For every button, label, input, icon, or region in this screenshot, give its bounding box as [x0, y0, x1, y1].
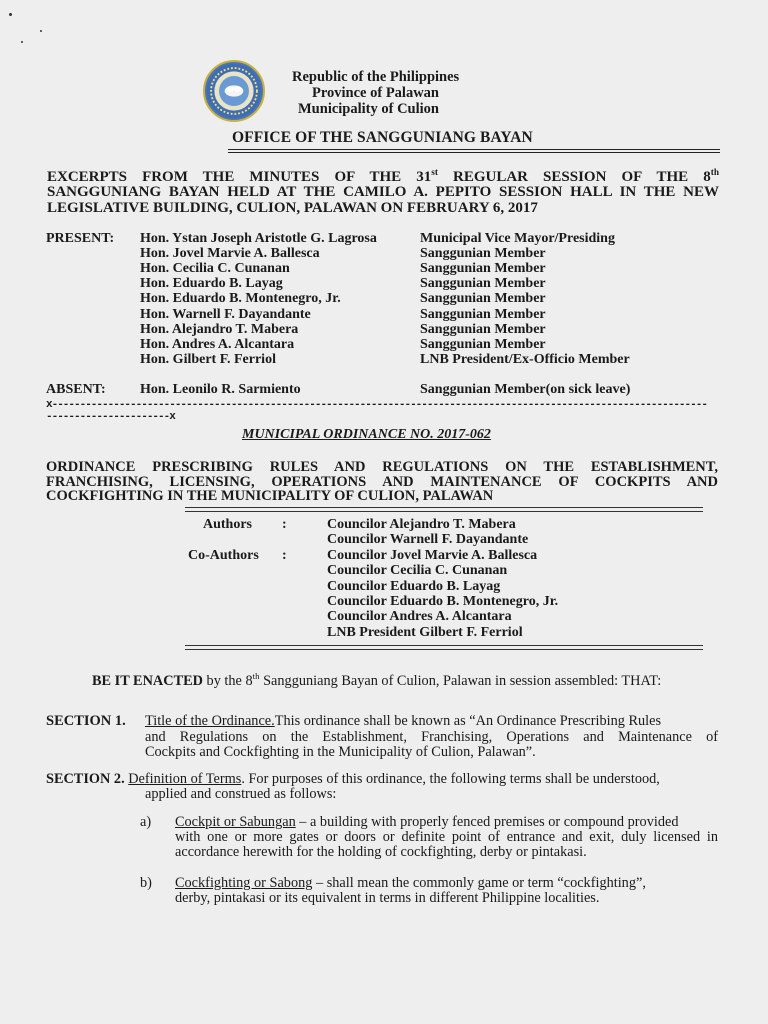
item-b-marker: b): [140, 875, 152, 891]
office-underline: [228, 149, 720, 150]
present-member-name: Hon. Ystan Joseph Aristotle G. Lagrosa: [140, 231, 377, 246]
section-2-text-1: . For purposes of this ordinance, the following terms shall be understood,: [241, 771, 660, 787]
item-b-line-2: derby, pintakasi or its equivalent in terms in different Philippine localities.: [175, 890, 600, 906]
ordinance-number: MUNICIPAL ORDINANCE NO. 2017-062: [242, 427, 491, 442]
scan-speck: [21, 41, 23, 43]
present-member-role: Sanggunian Member: [420, 291, 546, 307]
ordinance-title-2: FRANCHISING, LICENSING, OPERATIONS AND MAINTENANCE OF COCKPITS AND: [46, 474, 718, 490]
municipal-seal-logo: [203, 60, 265, 122]
section-2-title: Definition of Terms: [128, 771, 242, 787]
present-member-name: Hon. Eduardo B. Montenegro, Jr.: [140, 291, 341, 307]
present-member-name: Hon. Gilbert F. Ferriol: [140, 351, 276, 367]
header-municipality: Municipality of Culion: [298, 101, 439, 117]
authors-top-bar: [185, 507, 703, 512]
present-member-role: Sanggunian Member: [420, 276, 546, 292]
author-name: Councilor Alejandro T. Mabera: [327, 517, 516, 532]
coauthor-name: Councilor Eduardo B. Layag: [327, 578, 501, 594]
scan-speck: [40, 30, 42, 32]
excerpt-line-3: LEGISLATIVE BUILDING, CULION, PALAWAN ON FEBRUARY 6, 2017: [47, 200, 538, 216]
separator-dash-line: x-------------------------------------------------------------------------------------------------------------------------------------------x: [46, 399, 707, 423]
section-1-line-1: [145, 713, 661, 730]
section-2-label: SECTION 2.: [46, 771, 125, 787]
present-member-role: Sanggunian Member: [420, 246, 546, 262]
enacting-text: by the 8th Sangguniang Bayan of Culion, Palawan in session assembled: THAT:: [202, 671, 662, 689]
absent-label: ABSENT:: [46, 382, 106, 397]
scan-speck: [9, 13, 12, 16]
coauthor-name: Councilor Andres A. Alcantara: [327, 609, 512, 625]
header-republic: Republic of the Philippines: [292, 69, 460, 85]
coauthors-label: Co-Authors: [188, 548, 259, 563]
section-1-line-3: Cockpits and Cockfighting in the Municipality of Culion, Palawan”.: [145, 744, 536, 760]
header-province: Province of Palawan: [312, 85, 439, 101]
item-a-marker: a): [140, 814, 152, 830]
ordinance-title-3: COCKFIGHTING IN THE MUNICIPALITY OF CULION, PALAWAN: [46, 488, 494, 504]
item-b-text-1: – shall mean the commonly game or term “cockfighting”,: [312, 875, 646, 891]
present-member-name: Hon. Eduardo B. Layag: [140, 276, 283, 292]
coauthor-name: Councilor Cecilia C. Cunanan: [327, 563, 508, 579]
author-name: Councilor Warnell F. Dayandante: [327, 532, 529, 548]
authors-bottom-bar: [185, 645, 703, 650]
excerpt-line-2: SANGGUNIANG BAYAN HELD AT THE CAMILO A. PEPITO SESSION HALL IN THE NEW: [47, 184, 719, 200]
present-member-role: LNB President/Ex-Officio Member: [420, 351, 630, 367]
section-1-title: Title of the Ordinance.: [145, 713, 275, 729]
present-member-name: Hon. Andres A. Alcantara: [140, 336, 295, 352]
excerpt-text-1: EXCERPTS FROM THE MINUTES OF THE 31st REGULAR SESSION OF THE 8th: [47, 168, 720, 185]
authors-colon: :: [282, 517, 287, 532]
section-1-text-1: This ordinance shall be known as “An Ordinance Prescribing Rules: [274, 713, 662, 729]
enacting-bold: BE IT ENACTED: [92, 672, 203, 689]
present-member-role: Sanggunian Member: [420, 321, 546, 337]
office-title: OFFICE OF THE SANGGUNIANG BAYAN: [232, 129, 533, 146]
present-member-role: Municipal Vice Mayor/Presiding: [420, 231, 615, 246]
section-1-line-2: and Regulations on the Establishment, Franchising, Operations and Maintenance of: [145, 729, 718, 745]
office-underline-2: [228, 152, 720, 153]
present-member-role: Sanggunian Member: [420, 336, 546, 352]
section-2-line-1: [46, 771, 660, 788]
item-a-text-1: – a building with properly fenced premises or compound provided: [295, 814, 679, 830]
item-b-term: Cockfighting or Sabong: [175, 875, 313, 891]
absent-name: Hon. Leonilo R. Sarmiento: [140, 382, 301, 397]
item-a-term: Cockpit or Sabungan: [175, 814, 296, 830]
item-a-line-2: with one or more gates or doors or definite point of entrance and exit, duly licensed in: [175, 829, 718, 845]
present-member-role: Sanggunian Member: [420, 306, 546, 322]
enacting-clause: [92, 671, 661, 690]
section-1-label: SECTION 1.: [46, 713, 126, 729]
present-member-name: Hon. Alejandro T. Mabera: [140, 321, 299, 337]
authors-label: Authors: [203, 517, 253, 532]
coauthor-name: Councilor Jovel Marvie A. Ballesca: [327, 547, 538, 563]
present-member-name: Hon. Cecilia C. Cunanan: [140, 261, 290, 277]
present-label: PRESENT:: [46, 231, 115, 246]
absent-role: Sanggunian Member(on sick leave): [420, 382, 631, 397]
present-member-role: Sanggunian Member: [420, 261, 546, 277]
present-member-name: Hon. Warnell F. Dayandante: [140, 306, 311, 322]
ordinance-title-1: ORDINANCE PRESCRIBING RULES AND REGULATIONS ON THE ESTABLISHMENT,: [46, 459, 718, 475]
item-a-line-3: accordance herewith for the holding of cockfighting, derby or pintakasi.: [175, 844, 587, 860]
section-2-line-2: applied and construed as follows:: [145, 786, 337, 802]
coauthor-name: LNB President Gilbert F. Ferriol: [327, 624, 523, 640]
coauthors-colon: :: [282, 548, 287, 563]
coauthor-name: Councilor Eduardo B. Montenegro, Jr.: [327, 594, 559, 609]
present-member-name: Hon. Jovel Marvie A. Ballesca: [140, 246, 320, 262]
